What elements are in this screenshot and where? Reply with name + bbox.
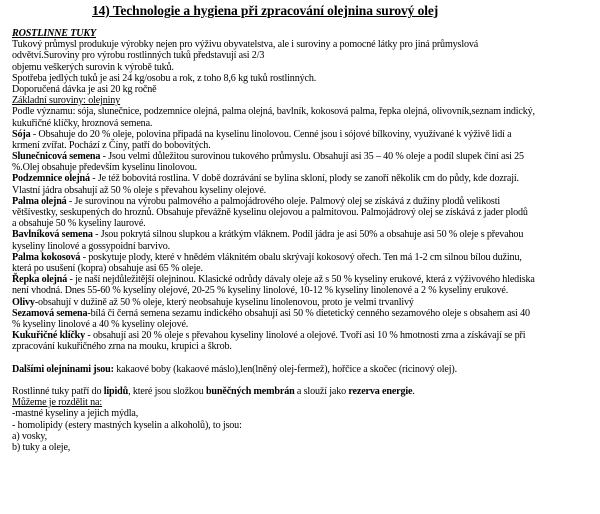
oilseed-description: zpracování kukuřičného zrna na mouku, krupici a škrob. bbox=[12, 341, 232, 353]
division-line bbox=[12, 420, 597, 431]
oilseed-line bbox=[12, 140, 597, 151]
oilseed-line bbox=[12, 241, 597, 252]
blank-line bbox=[12, 352, 597, 363]
oilseed-description: většívestky, seskupených do hroznů. Obsahuje převážně kyselinu olejovou a palmitovou. Palmojádrový olej se získává z jader plodů bbox=[12, 207, 528, 218]
intro-text: odvětví.Suroviny pro výrobu rostlinných tuků představují asi 2/3 bbox=[12, 50, 265, 62]
oilseed-line bbox=[12, 218, 597, 229]
oilseed-line bbox=[12, 263, 597, 274]
basic-raw-line bbox=[12, 118, 597, 129]
intro-line bbox=[12, 62, 597, 73]
oilseed-line bbox=[12, 173, 597, 184]
oilseed-description: - obsahují asi 20 % oleje s převahou kyseliny linolové a olejové. Tvoří asi 10 % hmotnosti zrna a získávají se při bbox=[85, 330, 526, 342]
fats-text: . bbox=[412, 386, 415, 397]
oilseed-description: není vhodná. Dnes 55-60 % kyseliny olejové, 20-25 % kyseliny linolové, 10-12 % kyseliny linolenové a 2 % kyseliny erukové. bbox=[12, 285, 509, 297]
division-heading-text: Můžeme je rozdělit na: bbox=[12, 397, 103, 409]
basic-raw-text: kukuřičné klíčky, hroznová semena. bbox=[12, 117, 153, 129]
oilseed-line bbox=[12, 319, 597, 330]
oilseed-description: - poskytuje plody, které v hnědém vláknitém obalu skrývají kokosový ořech. Ten má 1-2 cm silnou bílou dužinu, bbox=[80, 251, 522, 263]
intro-text: objemu veškerých surovin k výrobě tuků. bbox=[12, 61, 174, 73]
oilseed-line bbox=[12, 330, 597, 341]
basic-raw-heading-text: Základní suroviny: olejniny bbox=[12, 95, 121, 107]
fats-text: a slouží jako bbox=[294, 386, 349, 397]
intro-line bbox=[12, 50, 597, 61]
oilseed-description: - Je též bobovitá rostlina. V době dozrávání se bylina skloní, plody se zanoří několik cm do půdy, kde dozrají. bbox=[89, 173, 519, 185]
oilseed-line bbox=[12, 196, 597, 207]
oilseed-description: - Je surovinou na výrobu palmového a palmojádrového oleje. Palmový olej se získává z dužiny plodů velikosti bbox=[66, 195, 500, 207]
oilseed-description: % kyseliny linolové a 40 % kyseliny olejové. bbox=[12, 318, 189, 330]
oilseed-term: Kukuřičné klíčky bbox=[12, 330, 86, 342]
oilseed-description: -bílá či černá semena sezamu indického obsahují asi 50 % dietetický cenného sezamového oleje s obsahem asi 40 bbox=[87, 307, 530, 319]
fats-line bbox=[12, 386, 597, 397]
intro-line bbox=[12, 73, 597, 84]
oilseed-line bbox=[12, 207, 597, 218]
oilseed-line bbox=[12, 229, 597, 240]
oilseed-description: - Obsahuje do 20 % oleje, polovina připadá na kyselinu linolovou. Cenné jsou i sójové bílkoviny, využívané k výživě lidí a bbox=[30, 128, 512, 140]
basic-raw-line bbox=[12, 106, 597, 117]
section-header bbox=[12, 28, 597, 39]
section-header-text: ROSTLINNE TUKY bbox=[12, 28, 96, 39]
basic-raw-heading bbox=[12, 95, 597, 106]
oilseed-line bbox=[12, 274, 597, 285]
oilseed-line bbox=[12, 129, 597, 140]
document-body bbox=[12, 28, 597, 453]
oilseed-line bbox=[12, 252, 597, 263]
blank-line bbox=[12, 375, 597, 386]
fats-lipids: lipidů bbox=[103, 386, 129, 397]
oilseed-description: %.Olej obsahuje především kyselinu linolovou. bbox=[12, 162, 198, 174]
division-line bbox=[12, 431, 597, 442]
division-heading bbox=[12, 397, 597, 408]
other-oilseeds-text: kakaové boby (kakaové máslo),len(lněný olej-fermež), hořčice a skočec (ricinový olej). bbox=[113, 363, 457, 375]
fats-text: , které jsou složkou bbox=[128, 386, 206, 397]
oilseed-term: Sója bbox=[12, 128, 31, 140]
oilseed-term: Slunečnicová semena bbox=[12, 151, 101, 163]
oilseed-description: - Jsou velmi důležitou surovinou tukového průmyslu. Obsahují asi 35 – 40 % oleje a podíl slupek činí asi 25 bbox=[100, 151, 524, 163]
division-line bbox=[12, 442, 597, 453]
division-line bbox=[12, 408, 597, 419]
intro-line bbox=[12, 39, 597, 50]
intro-text: Tukový průmysl produkuje výrobky nejen pro výživu obyvatelstva, ale i suroviny a pomocné látky pro jiná průmyslová bbox=[12, 39, 479, 51]
oilseed-term: Palma olejná bbox=[12, 195, 67, 207]
oilseed-term: Bavlníková semena bbox=[12, 229, 93, 241]
other-oilseeds-label: Dalšími olejninami jsou: bbox=[12, 363, 114, 375]
page-title: 14) Technologie a hygiena při zpracování olejnina surový olej bbox=[92, 3, 439, 18]
fats-reserve: rezerva energie bbox=[348, 386, 413, 397]
oilseed-line bbox=[12, 162, 597, 173]
oilseed-description: která po usušení (kopra) obsahuje asi 65 % oleje. bbox=[12, 262, 203, 274]
intro-text: Spotřeba jedlých tuků je asi 24 kg/osobu a rok, z toho 8,6 kg tuků rostlinných. bbox=[12, 72, 317, 84]
division-text: -mastné kyseliny a jejich mýdla, bbox=[12, 408, 139, 420]
oilseed-term: Palma kokosová bbox=[12, 251, 81, 263]
oilseed-line bbox=[12, 185, 597, 196]
oilseed-description: - Jsou pokrytá silnou slupkou a krátkým vláknem. Podíl jádra je asi 50% a obsahuje asi 50 % oleje s převahou bbox=[92, 229, 524, 241]
oilseed-description: krmení zvířat. Pochází z Číny, patří do bobovitých. bbox=[12, 139, 211, 151]
oilseed-line bbox=[12, 285, 597, 296]
division-text: a) vosky, bbox=[12, 430, 47, 442]
fats-membranes: buněčných membrán bbox=[205, 386, 295, 397]
oilseed-line bbox=[12, 308, 597, 319]
oilseed-description: -obsahují v dužině až 50 % oleje, který neobsahuje kyselinu linolenovou, proto je velmi trvanlivý bbox=[34, 296, 414, 308]
oilseed-line bbox=[12, 297, 597, 308]
oilseed-term: Podzemnice olejná bbox=[12, 173, 90, 185]
intro-line bbox=[12, 84, 597, 95]
oilseed-description: kyseliny linolové a gossypoidní barvivo. bbox=[12, 240, 171, 252]
intro-text: Doporučená dávka je asi 20 kg ročně bbox=[12, 83, 157, 95]
oilseed-term: Sezamová semena bbox=[12, 307, 88, 319]
division-text: - homolipidy (estery mastných kyselin a alkoholů), to jsou: bbox=[12, 419, 242, 431]
division-text: b) tuky a oleje, bbox=[12, 441, 71, 453]
oilseed-line bbox=[12, 151, 597, 162]
other-oilseeds-line bbox=[12, 364, 597, 375]
oilseed-description: a obsahuje 50 % kyseliny laurové. bbox=[12, 218, 146, 230]
fats-text: Rostlinné tuky patří do bbox=[12, 386, 104, 397]
basic-raw-text: Podle významu: sója, slunečnice, podzemnice olejná, palma olejná, bavlník, kokosová palma, řepka olejná, olivovník,seznam indický, bbox=[12, 106, 535, 118]
oilseed-description: - je naší nejdůležitější olejninou. Klasické odrůdy dávaly oleje až s 50 % kyseliny erukové, která z výživového hlediska bbox=[67, 274, 535, 286]
oilseed-term: Řepka olejná bbox=[12, 274, 68, 286]
oilseed-term: Olivy bbox=[12, 296, 35, 308]
oilseed-line bbox=[12, 341, 597, 352]
oilseed-description: Vlastní jádra obsahují až 50 % oleje s převahou kyseliny olejové. bbox=[12, 184, 267, 196]
